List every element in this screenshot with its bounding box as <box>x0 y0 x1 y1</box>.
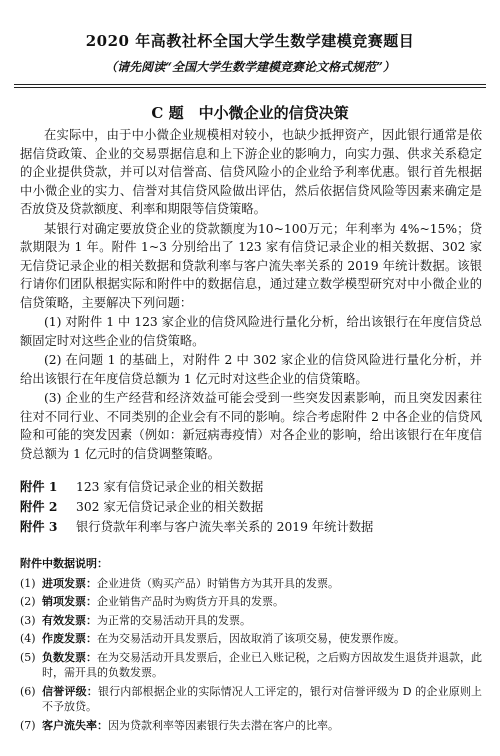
note-item <box>20 684 482 715</box>
note-item <box>20 576 482 592</box>
note-term: 信誉评级： <box>42 684 98 698</box>
note-number: (4) <box>20 632 36 645</box>
note-term: 负数发票： <box>42 650 97 664</box>
attachment-label: 附件 3 <box>20 519 58 534</box>
attachment-item <box>20 517 482 537</box>
paragraph-background: 在实际中，由于中小微企业规模相对较小，也缺少抵押资产，因此银行通常是依据信贷政策、企业的交易票据信息和上下游企业的影响力，向实力强、供求关系稳定的企业提供贷款，并可以对信誉高、信贷风险小的企业给予利率优惠。银行首先根据中小微企业的实力、信誉对其信贷风险做出评估，然后依据信贷风险等因素来确定是否放贷及贷款额度、利率和期限等信贷策略。 <box>20 128 482 216</box>
note-term: 有效发票： <box>42 613 97 627</box>
paragraph-task: 某银行对确定要放贷企业的贷款额度为10~100万元；年利率为 4%~15%；贷款期限为 1 年。附件 1~3 分别给出了 123 家有信贷记录企业的相关数据、302 家无信贷记录企业的相关数据和贷款利率与客户流失率关系的 2019 年统计数据。该银行请你们团队根据实际和附件中的数据信息，通过建立数学模型研究对中小微企业的信贷策略，主要解决下列问题： <box>20 221 482 310</box>
note-term: 客户流失率： <box>42 718 108 732</box>
competition-title: 2020 年高教社杯全国大学生数学建模竞赛题目 <box>85 32 415 50</box>
attachment-label: 附件 1 <box>20 479 58 494</box>
note-number: (3) <box>20 613 36 627</box>
note-text: 因为贷款利率等因素银行失去潜在客户的比率。 <box>108 718 339 732</box>
note-term: 进项发票： <box>42 576 97 590</box>
note-text: 银行内部根据企业的实际情况人工评定的，银行对信誉评级为 D 的企业原则上不予放贷。 <box>42 684 483 713</box>
note-number: (6) <box>20 684 36 698</box>
note-text: 企业销售产品时为购货方开具的发票。 <box>97 595 284 608</box>
note-text: 在为交易活动开具发票后，因故取消了该项交易，使发票作废。 <box>97 632 405 645</box>
note-number: (5) <box>20 650 36 664</box>
question-1: (1) 对附件 1 中 123 家企业的信贷风险进行量化分析，给出该银行在年度信贷总额固定时对这些企业的信贷策略。 <box>20 315 482 348</box>
format-notice: （请先阅读“全国大学生数学建模竞赛论文格式规范”） <box>105 60 395 74</box>
note-number: (2) <box>20 595 36 608</box>
header-divider <box>14 84 486 85</box>
attachment-text: 302 家无信贷记录企业的相关数据 <box>76 500 264 514</box>
attachment-item <box>20 477 482 497</box>
note-term: 销项发票： <box>42 595 97 608</box>
note-item <box>20 650 482 681</box>
notes-heading: 附件中数据说明： <box>20 557 108 570</box>
note-item <box>20 613 482 629</box>
attachment-label: 附件 2 <box>20 499 58 514</box>
attachment-list <box>20 477 482 537</box>
problem-heading: C 题 中小微企业的信贷决策 <box>151 104 349 122</box>
attachment-text: 123 家有信贷记录企业的相关数据 <box>76 480 264 494</box>
data-notes <box>20 556 482 736</box>
attachment-item <box>20 497 482 517</box>
question-2: (2) 在问题 1 的基础上，对附件 2 中 302 家企业的信贷风险进行量化分析，并给出该银行在年度信贷总额为 1 亿元时对这些企业的信贷策略。 <box>20 353 482 386</box>
problem-body <box>20 126 482 537</box>
note-item <box>20 594 482 610</box>
note-text: 为正常的交易活动开具的发票。 <box>97 613 251 627</box>
note-text: 企业进货（购买产品）时销售方为其开具的发票。 <box>97 576 339 590</box>
note-number: (1) <box>20 576 36 590</box>
note-term: 作废发票： <box>42 632 97 645</box>
note-text: 在为交易活动开具发票后，企业已入账记税，之后购方因故发生退货并退款，此时，需开具的负数发票。 <box>42 650 482 679</box>
attachment-text: 银行贷款年利率与客户流失率关系的 2019 年统计数据 <box>76 520 374 534</box>
note-item <box>20 631 482 647</box>
header-divider-thin <box>14 87 486 88</box>
note-number: (7) <box>20 718 36 732</box>
note-item <box>20 718 482 734</box>
question-3: (3) 企业的生产经营和经济效益可能会受到一些突发因素影响，而且突发因素往往对不同行业、不同类别的企业会有不同的影响。综合考虑附件 2 中各企业的信贷风险和可能的突发因素（例如：新冠病毒疫情）对各企业的影响，给出该银行在年度信贷总额为 1 亿元时的信贷调整策略。 <box>20 391 482 461</box>
